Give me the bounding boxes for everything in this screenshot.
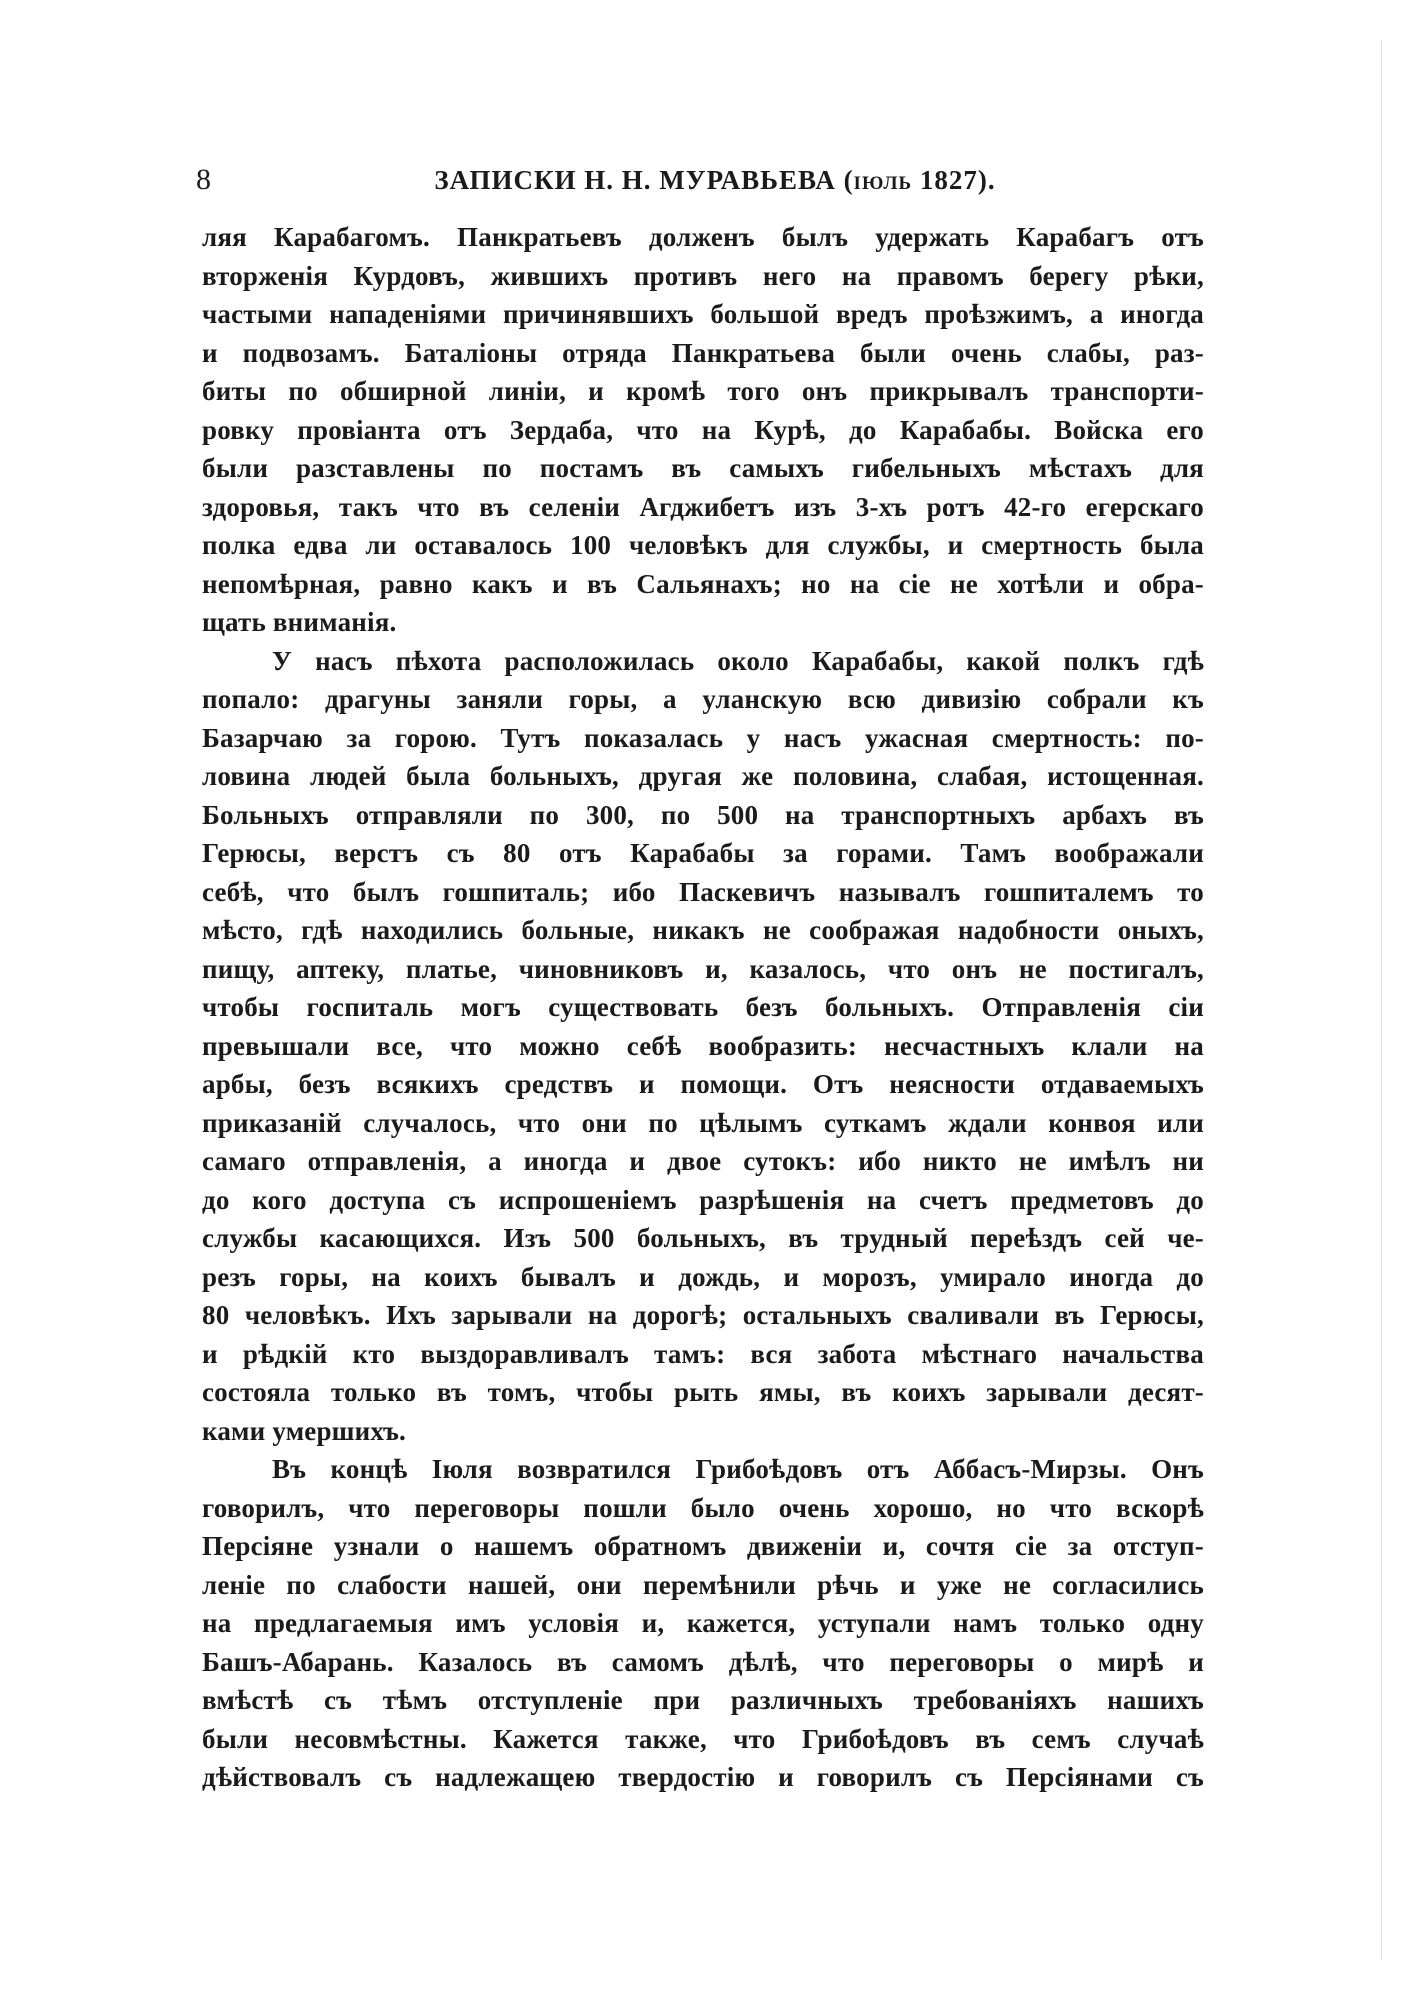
text-line: биты по обширной линіи, и кромѣ того онъ прикрывалъ транспорти- xyxy=(202,376,1204,406)
text-line: вторженія Курдовъ, жившихъ противъ него на правомъ берегу рѣки, xyxy=(202,260,1204,291)
text-line: леніе по слабости нашей, они перемѣнили рѣчь и уже не согласились xyxy=(202,1569,1204,1600)
text-line: Персіяне узнали о нашемъ обратномъ движеніи и, сочтя сіе за отступ- xyxy=(202,1531,1204,1561)
text-line: себѣ, что былъ гошпиталь; ибо Паскевичъ называлъ гошпиталемъ то xyxy=(202,876,1204,907)
page-number: 8 xyxy=(196,163,211,196)
text-line: ляя Карабагомъ. Панкратьевъ долженъ былъ удержать Карабагъ отъ xyxy=(202,222,1204,252)
page-header xyxy=(196,160,1204,200)
text-line: полка едва ли оставалось 100 человѣкъ для службы, и смертность была xyxy=(202,530,1204,560)
text-line: ловина людей была больныхъ, другая же половина, слабая, истощенная. xyxy=(202,761,1204,791)
text-line: на предлагаемыя имъ условія и, кажется, уступали намъ только одну xyxy=(202,1608,1204,1638)
text-line: здоровья, такъ что въ селеніи Агджибетъ изъ 3-хъ ротъ 42-го егерскаго xyxy=(202,491,1204,522)
text-line: были разставлены по постамъ въ самыхъ гибельныхъ мѣстахъ для xyxy=(202,453,1204,483)
body-text xyxy=(202,218,1204,1797)
text-line: ровку провіанта отъ Зердаба, что на Курѣ, до Карабабы. Войска его xyxy=(202,414,1204,445)
text-line: резъ горы, на коихъ бывалъ и дождь, и морозъ, умирало иногда до xyxy=(202,1261,1204,1292)
text-line: частыми нападеніями причинявшихъ большой вредъ проѣзжимъ, а иногда xyxy=(202,299,1204,329)
text-line: службы касающихся. Изъ 500 больныхъ, въ трудный переѣздъ сей че- xyxy=(202,1223,1204,1253)
text-line: непомѣрная, равно какъ и въ Сальянахъ; но на сіе не хотѣли и обра- xyxy=(202,568,1204,599)
running-title: ЗАПИСКИ Н. Н. МУРАВЬЕВА (іюль 1827). xyxy=(434,165,996,195)
text-line: пищу, аптеку, платье, чиновниковъ и, казалось, что онъ не постигалъ, xyxy=(202,953,1204,984)
text-line: Герюсы, верстъ съ 80 отъ Карабабы за горами. Тамъ воображали xyxy=(202,838,1204,868)
text-line: и подвозамъ. Баталіоны отряда Панкратьева были очень слабы, раз- xyxy=(202,337,1204,368)
text-line: попало: драгуны заняли горы, а уланскую всю дивизію собрали къ xyxy=(202,684,1204,714)
text-line: щать вниманія. xyxy=(202,607,397,637)
text-line: арбы, безъ всякихъ средствъ и помощи. Отъ неясности отдаваемыхъ xyxy=(202,1069,1204,1099)
text-line: вмѣстѣ съ тѣмъ отступленіе при различныхъ требованіяхъ нашихъ xyxy=(202,1685,1204,1715)
text-line: дѣйствовалъ съ надлежащею твердостію и говорилъ съ Персіянами съ xyxy=(202,1762,1204,1792)
text-line: и рѣдкій кто выздоравливалъ тамъ: вся забота мѣстнаго начальства xyxy=(202,1338,1204,1369)
page-edge-divider xyxy=(1381,40,1382,1960)
text-line: до кого доступа съ испрошеніемъ разрѣшенія на счетъ предметовъ до xyxy=(202,1184,1204,1215)
text-line: чтобы госпиталь могъ существовать безъ больныхъ. Отправленія сіи xyxy=(202,992,1204,1022)
text-line: говорилъ, что переговоры пошли было очень хорошо, но что вскорѣ xyxy=(202,1492,1204,1523)
text-line: приказаній случалось, что они по цѣлымъ суткамъ ждали конвоя или xyxy=(202,1107,1204,1138)
text-line: Башъ-Абарань. Казалось въ самомъ дѣлѣ, что переговоры о мирѣ и xyxy=(202,1646,1204,1677)
text-line: состояла только въ томъ, чтобы рыть ямы, въ коихъ зарывали десят- xyxy=(202,1377,1204,1407)
text-line: мѣсто, гдѣ находились больные, никакъ не соображая надобности оныхъ, xyxy=(202,915,1204,945)
text-line: Базарчаю за горою. Тутъ показалась у насъ ужасная смертность: по- xyxy=(202,722,1204,753)
text-line: самаго отправленія, а иногда и двое сутокъ: ибо никто не имѣлъ ни xyxy=(202,1146,1204,1176)
text-line: были несовмѣстны. Кажется также, что Грибоѣдовъ въ семъ случаѣ xyxy=(202,1723,1204,1754)
paragraph-start: У насъ пѣхота расположилась около Карабабы, какой полкъ гдѣ xyxy=(272,645,1204,676)
text-line: Больныхъ отправляли по 300, по 500 на транспортныхъ арбахъ въ xyxy=(202,799,1204,830)
text-line: превышали все, что можно себѣ вообразить: несчастныхъ клали на xyxy=(202,1030,1204,1061)
text-line: 80 человѣкъ. Ихъ зарывали на дорогѣ; остальныхъ сваливали въ Герюсы, xyxy=(202,1300,1204,1330)
text-line: ками умершихъ. xyxy=(202,1415,406,1446)
paragraph-start: Въ концѣ Іюля возвратился Грибоѣдовъ отъ Аббасъ-Мирзы. Онъ xyxy=(272,1454,1204,1484)
